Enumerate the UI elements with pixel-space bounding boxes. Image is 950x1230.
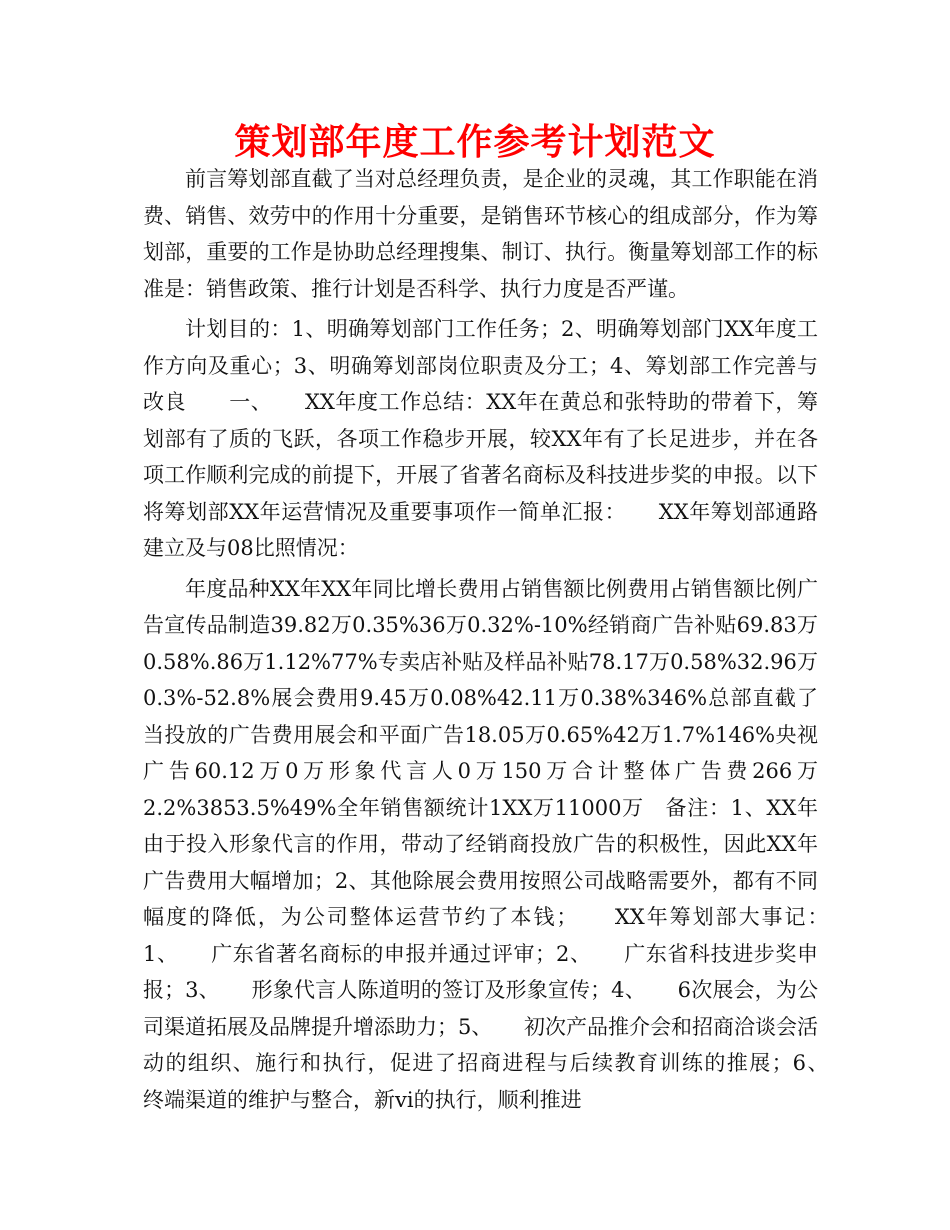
paragraph-plan-purpose: 计划目的：1、明确筹划部门工作任务；2、明确筹划部门XX年度工作方向及重心；3、明确筹划部岗位职责及分工；4、筹划部工作完善与改良 一、 XX年度工作总结：XX年在黄总和张特助的带着下，筹划部有了质的飞跃，各项工作稳步开展，较XX年有了长足进步，并在各项工作顺利完成的前提下，开展了省著名商标及科技进步奖的申报。以下将筹划部XX年运营情况及重要事项作一简单汇报： XX年筹划部通路建立及与08比照情况： — [143, 317, 818, 560]
document-body — [143, 161, 860, 1118]
paragraph-preface: 前言筹划部直截了当对总经理负责，是企业的灵魂，其工作职能在消费、销售、效劳中的作用十分重要，是销售环节核心的组成部分，作为筹划部，重要的工作是协助总经理搜集、制订、执行。衡量筹划部工作的标准是：销售政策、推行计划是否科学、执行力度是否严谨。 — [143, 167, 818, 301]
document-title: 策划部年度工作参考计划范文 — [234, 122, 716, 163]
paragraph-expense-summary: 年度品种XX年XX年同比增长费用占销售额比例费用占销售额比例广告宣传品制造39.82万0.35%36万0.32%-10%经销商广告补贴69.83万0.58%.86万1.12%77%专卖店补贴及样品补贴78.17万0.58%32.96万0.3%-52.8%展会费用9.45万0.08%42.11万0.38%346%总部直截了当投放的广告费用展会和平面广告18.05万0.65%42万1.7%146%央视广告60.12万0万形象代言人0万150万合计整体广告费266万2.2%3853.5%49%全年销售额统计1XX万11000万 备注：1、XX年由于投入形象代言的作用，带动了经销商投放广告的积极性，因此XX年广告费用大幅增加；2、其他除展会费用按照公司战略需要外，都有不同幅度的降低，为公司整体运营节约了本钱； XX年筹划部大事记： 1、 广东省著名商标的申报并通过评审；2、 广东省科技进步奖申报；3、 形象代言人陈道明的签订及形象宣传；4、 6次展会，为公司渠道拓展及品牌提升增添助力；5、 初次产品推介会和招商洽谈会活动的组织、施行和执行，促进了招商进程与后续教育训练的推展；6、 终端渠道的维护与整合，新vi的执行，顺利推进 — [143, 576, 860, 1112]
